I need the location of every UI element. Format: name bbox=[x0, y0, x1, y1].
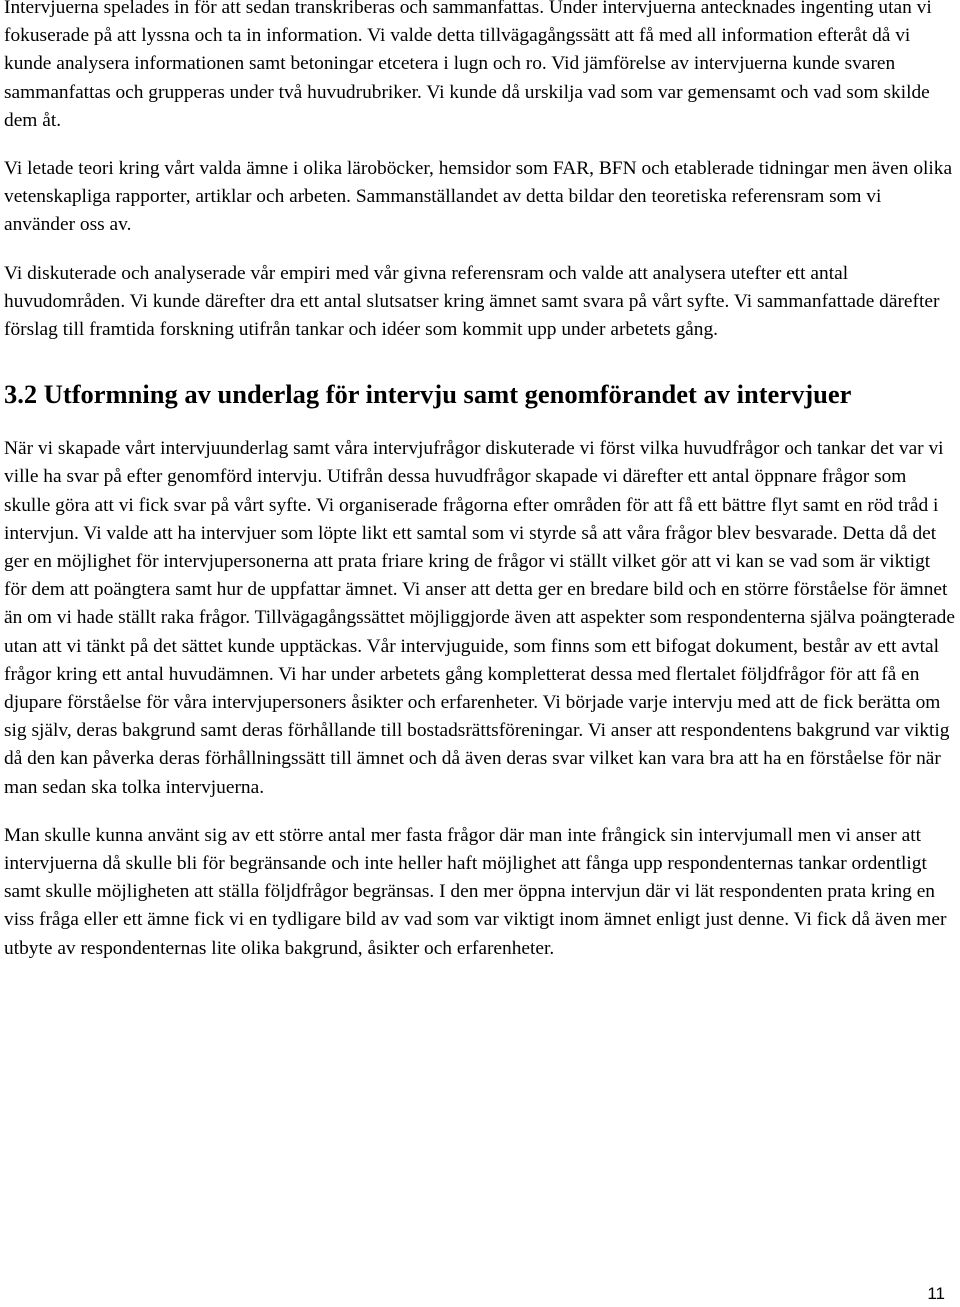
page-number: 11 bbox=[927, 1284, 945, 1303]
paragraph-analysis: Vi diskuterade och analyserade vår empiri med vår givna referensram och valde att analysera utefter ett antal huvudområden. Vi kunde därefter dra ett antal slutsatser kring ämnet samt svara på vårt syfte. Vi sammanfattade därefter förslag till framtida forskning utifrån tankar och idéer som kommit upp under arbetets gång. bbox=[4, 262, 940, 341]
document-page bbox=[4, 0, 956, 963]
paragraph-theory-sources: Vi letade teori kring vårt valda ämne i olika läroböcker, hemsidor som FAR, BFN och etablerade tidningar men även olika vetenskapliga rapporter, artiklar och arbeten. Sammanställandet av detta bildar den teoretiska referensram som vi använder oss av. bbox=[4, 158, 953, 236]
section-heading: 3.2 Utformning av underlag för intervju samt genomförandet av intervjuer bbox=[4, 379, 852, 410]
paragraph-interview-alternatives: Man skulle kunna använt sig av ett större antal mer fasta frågor där man inte frångick sin intervjumall men vi anser att intervjuerna då skulle bli för begränsande och inte heller haft möjlighet att fånga upp respondenternas tankar ordentligt samt skulle möjligheten att ställa följdfrågor begränsas. I den mer öppna intervjun där vi lät respondenten prata kring en viss fråga eller ett ämne fick vi en tydligare bild av vad som var viktigt inom ämnet enligt just denne. Vi fick då även mer utbyte av respondenternas lite olika bakgrund, åsikter och erfarenheter. bbox=[4, 824, 947, 959]
paragraph-interview-recording: Intervjuerna spelades in för att sedan transkriberas och sammanfattas. Under intervjuerna antecknades ingenting utan vi fokuserade på att lyssna och ta in information. Vi valde detta tillvägagångssätt att få med all information efteråt då vi kunde analysera informationen samt betoningar etcetera i lugn och ro. Vid jämförelse av intervjuerna kunde svaren sammanfattas och grupperas under två huvudrubriker. Vi kunde då urskilja vad som var gemensamt och vad som skilde dem åt. bbox=[4, 0, 932, 131]
paragraph-interview-design: När vi skapade vårt intervjuunderlag samt våra intervjufrågor diskuterade vi först vilka huvudfrågor och tankar det var vi ville ha svar på efter genomförd intervju. Utifrån dessa huvudfrågor skapade vi därefter ett antal öppnare frågor som skulle göra att vi fick svar på vårt syfte. Vi organiserade frågorna efter områden för att få ett bättre flyt samt en röd tråd i intervjun. Vi valde att ha intervjuer som löpte likt ett samtal som vi styrde så att våra frågor blev besvarade. Detta då det ger en möjlighet för intervjupersonerna att prata friare kring de frågor vi ställt vilket gör att vi kan se vad som är viktigt för dem att poängtera samt hur de uppfattar ämnet. Vi anser att detta ger en bredare bild och en större förståelse för ämnet än om vi hade ställt raka frågor. Tillvägagångssättet möjliggjorde även att aspekter som respondenterna själva poängterade utan att vi tänkt på det sättet kunde upptäckas. Vår intervjuguide, som finns som ett bifogat dokument, består av ett avtal frågor kring ett antal huvudämnen. Vi har under arbetets gång kompletterat dessa med flertalet följdfrågor för att få en djupare förståelse för våra intervjupersoners åsikter och erfarenheter. Vi började varje intervju med att de fick berätta om sig själv, deras bakgrund samt deras förhållande till bostadsrättsföreningar. Vi anser att respondentens bakgrund var viktig då den kan påverka deras förhållningssätt till ämnet och då även deras svar vilket kan vara bra att ha en förståelse för när man sedan ska tolka intervjuerna. bbox=[4, 438, 955, 798]
